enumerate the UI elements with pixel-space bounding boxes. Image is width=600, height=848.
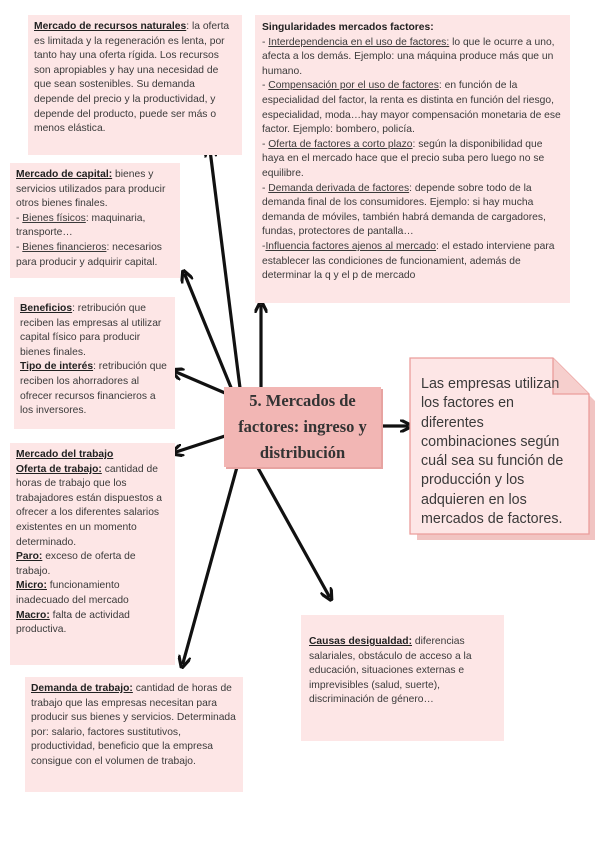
macro-desc: falta de actividad productiva. [16,609,130,636]
arrow-to-benefits [176,372,225,393]
micro-term: Micro: [16,580,47,592]
arrow-to-inequality [258,468,329,596]
benefits-desc: : retribución que reciben las empresas al utilizar capital físico para producir bienes finales. [20,303,162,358]
natural-resources-text [34,20,236,137]
labor-supply-term: Oferta de trabajo: [16,463,102,475]
unemployment [16,550,169,579]
arrow-to-labor [176,436,225,452]
central-topic [224,387,381,467]
arrow-to-capital [185,275,232,390]
singularity-external-influence: -Influencia factores ajenos al mercado: el estado interviene para establecer las condiciones de funcionamient, además de determinar la q y el p de mercado [262,240,555,282]
inequality-text [309,635,496,708]
inequality-box [301,615,504,741]
labor-demand-desc: cantidad de horas de trabajo que las empresas necesitan para producir sus bienes y servicios. Determinada por: salario, factores sustitutivos, productividad, beneficio que la empresa consigue con el volumen de trabajo. [31,683,236,767]
benefits-box [14,297,175,429]
capital-physical: - Bienes físicos: maquinaria, transporte… [16,212,146,239]
singularity-interdependence: - Interdependencia en el uso de factores: lo que le ocurre a uno, afecta a los demás. Ejemplo: una máquina produce más que un humano. [262,36,555,77]
macro-term: Macro: [16,609,50,621]
labor-demand-text [31,682,237,770]
central-topic-title: 5. Mercados de factores: ingreso y distribución [238,391,367,462]
natural-resources-box [28,15,242,155]
arrow-to-natural [210,150,240,388]
interest-text [20,360,169,418]
labor-market-box [10,443,175,665]
summary-note [409,357,597,542]
natural-resources-term: Mercado de recursos naturales [34,21,187,32]
summary-note-text: Las empresas utilizan los factores en diferentes combinaciones según cuál sea su función de producción y los adquieren en los mercados de factores. [421,376,564,528]
labor-demand-box [25,677,243,792]
unemployment-desc: exceso de oferta de trabajo. [16,551,136,577]
macro [16,609,169,638]
benefits-text [20,302,169,360]
capital-market-desc: bienes y servicios utilizados para producir otros bienes finales. [16,169,166,210]
micro [16,579,169,608]
singularities-box [255,15,570,303]
arrow-to-demand [183,467,237,663]
interest-desc: : retribución que reciben los ahorradores al ofrecer recursos financieros a los inversores. [20,361,167,417]
labor-supply [16,463,169,551]
capital-market-term: Mercado de capital: [16,169,113,180]
interest-term: Tipo de interés [20,361,94,373]
labor-supply-desc: cantidad de horas de trabajo que los trabajadores están dispuestos a ofrecer a los diferentes salarios existentes en un momento determinado. [16,463,162,548]
micro-desc: funcionamiento inadecuado del mercado [16,580,129,606]
singularity-short-term-supply: - Oferta de factores a corto plazo: según la disponibilidad que haya en el mercado hace que el precio suba pero luego no se equilibre. [262,138,545,179]
unemployment-term: Paro: [16,551,43,563]
labor-demand-term: Demanda de trabajo: [31,683,133,694]
natural-resources-desc: : la oferta es limitada y la regeneración es lenta, por tanto hay una oferta rígida. Los recursos son apropiables y hay una necesidad de que sean sostenibles. Su demanda depende del precio y la productividad, y depende del producto, puede ser más o menos elástica. [34,21,230,135]
capital-financial: - Bienes financieros: necesarios para producir y adquirir capital. [16,241,162,268]
labor-market-title: Mercado del trabajo [16,449,114,460]
inequality-term: Causas desigualdad: [309,636,412,647]
singularity-derived-demand: - Demanda derivada de factores: depende sobre todo de la demanda final de los consumidores. Ejemplo: si hay mucha demanda de móviles, también habrá demanda de cargadores, fundas, protectores de pantalla… [262,182,546,238]
capital-physical-desc: : maquinaria, transporte… [16,212,146,239]
singularities-title: Singularidades mercados factores: [262,22,434,33]
capital-physical-term: Bienes físicos [22,212,86,224]
singularity-compensation: - Compensación por el uso de factores: en función de la especialidad del factor, la renta es distinta en función del riesgo, especialidad, moda…hay mayor compensación monetaria de ese factor. Ejemplo: bombero, policía. [262,80,561,136]
capital-market-box [10,163,180,278]
inequality-desc: diferencias salariales, obstáculo de acceso a la educación, situaciones externas e imprevisibles (salud, suerte), discriminación de género… [309,636,472,706]
benefits-term: Beneficios [20,303,73,314]
capital-market-text [16,168,174,212]
capital-financial-term: Bienes financieros [22,241,107,253]
capital-financial-desc: : necesarios para producir y adquirir capital. [16,241,162,268]
